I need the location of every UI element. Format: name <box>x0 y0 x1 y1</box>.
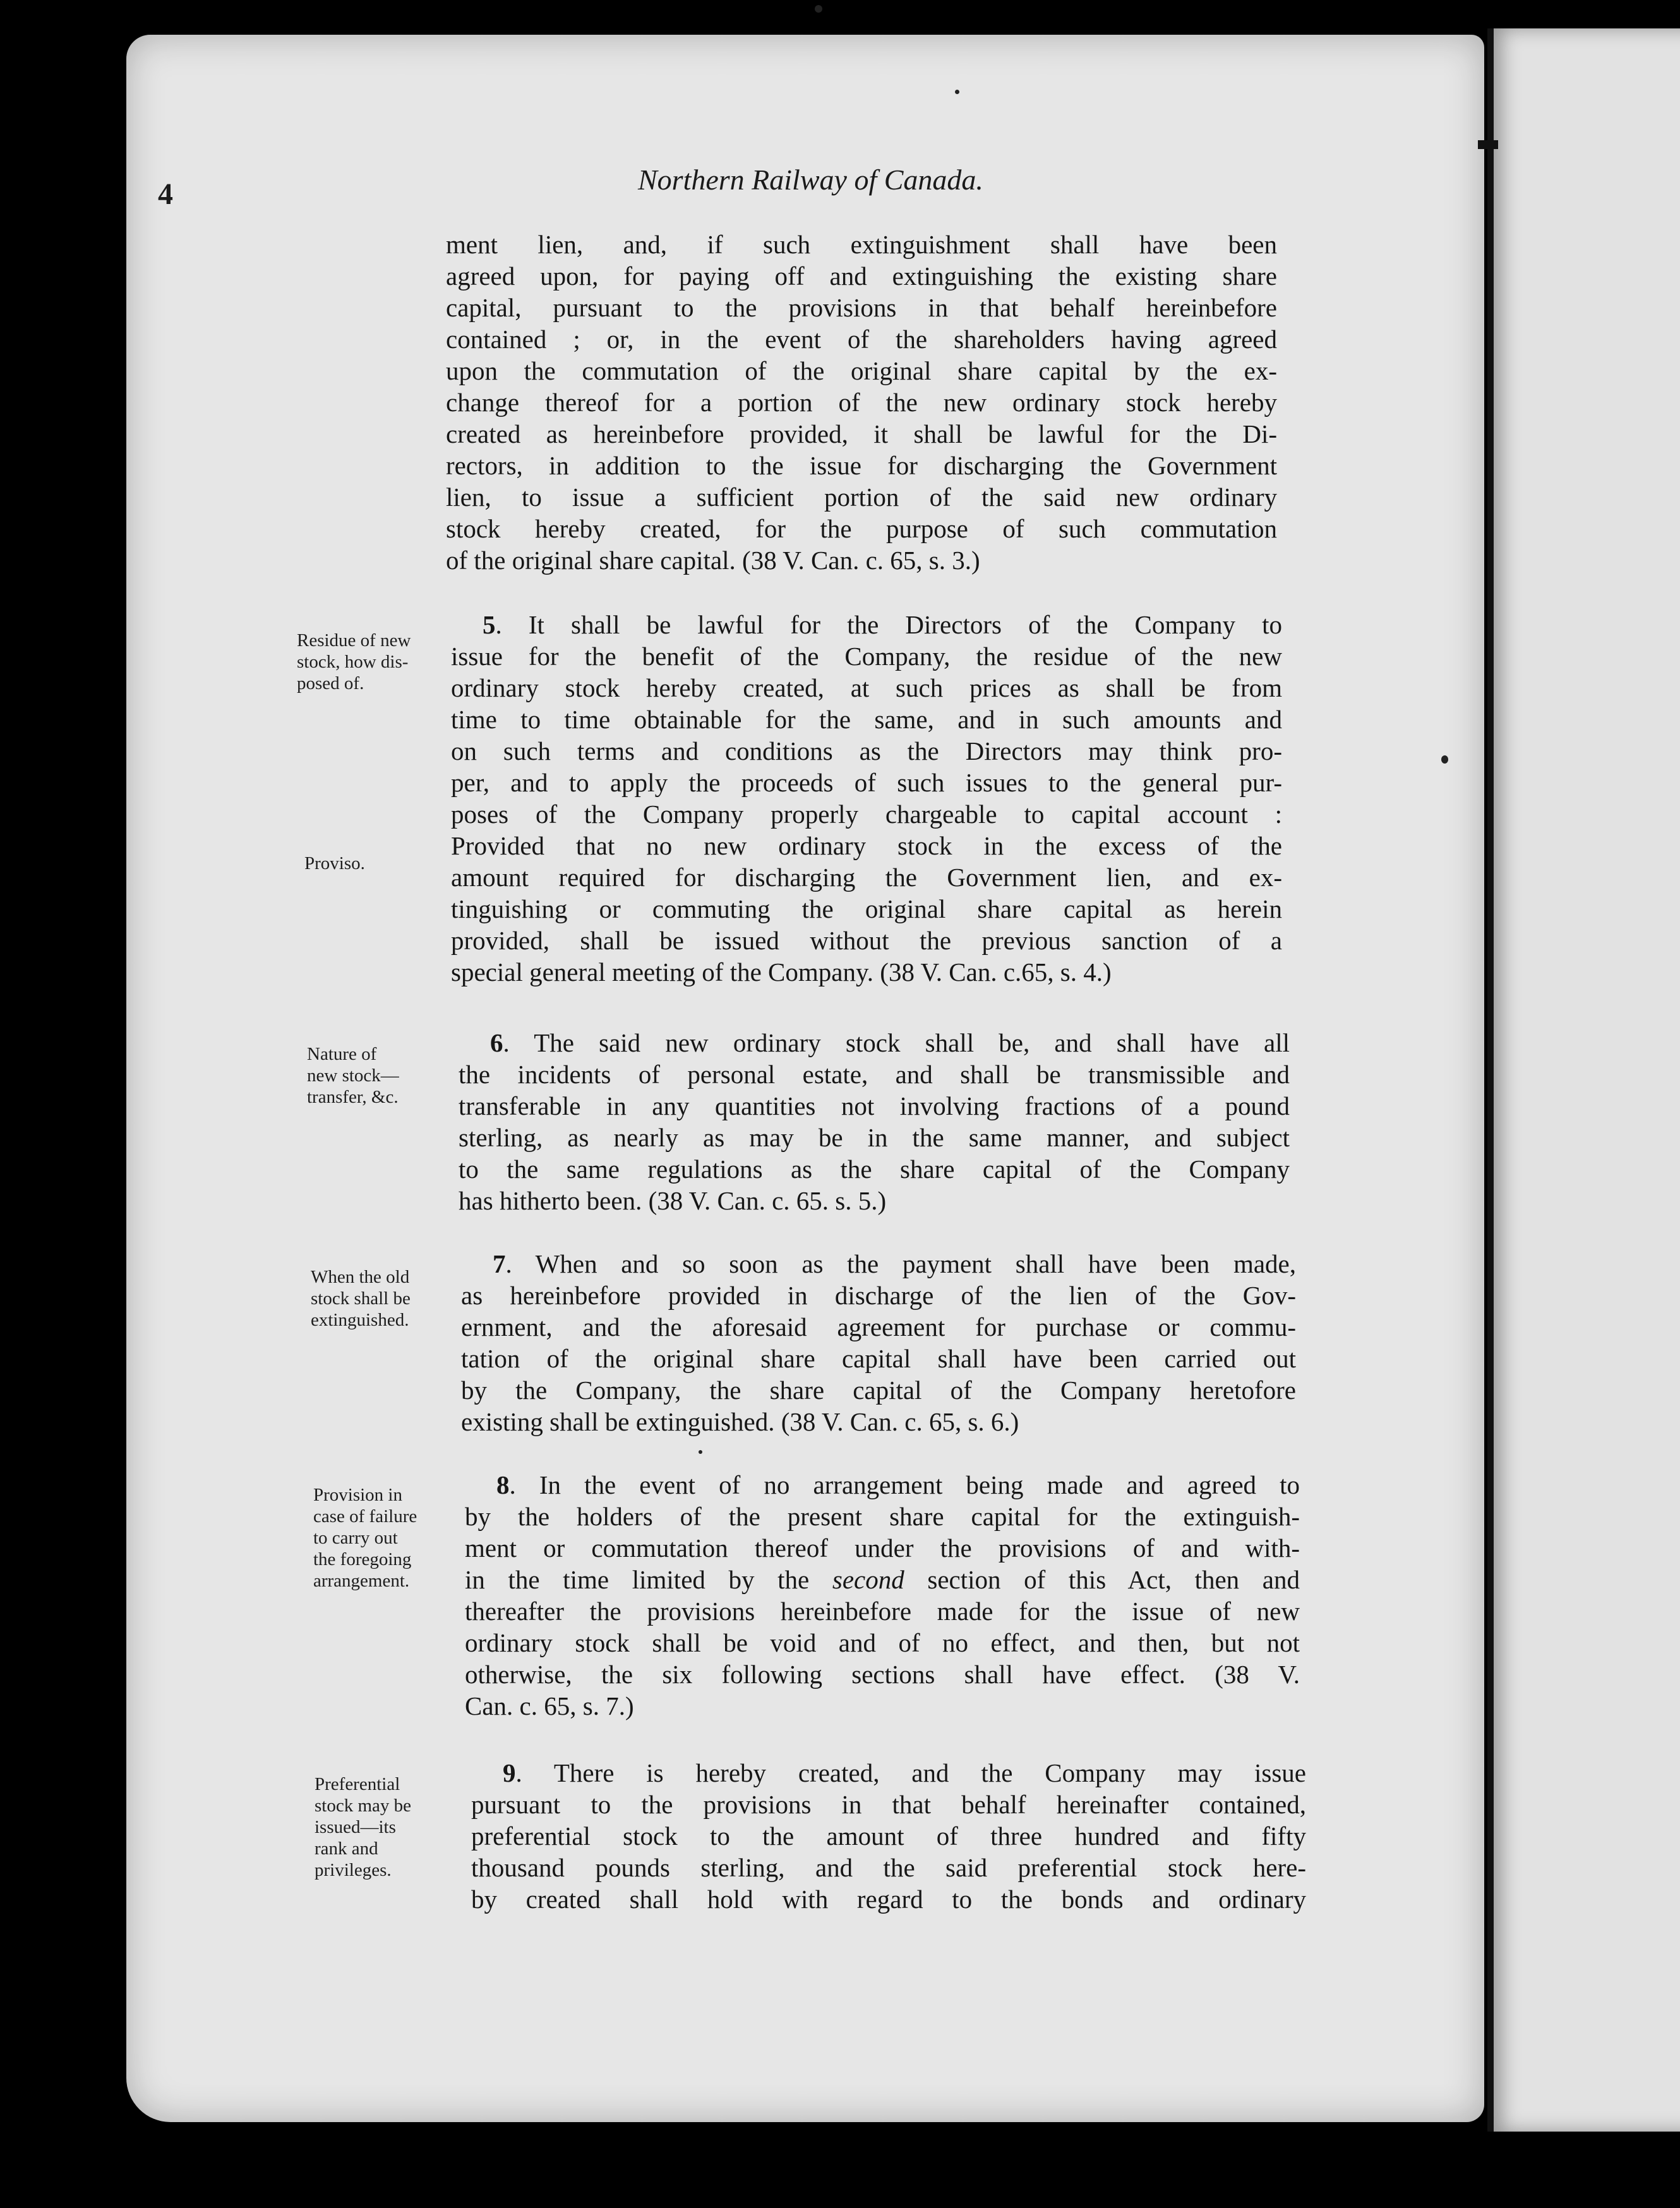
ink-speck <box>699 1450 702 1454</box>
margin-note-line: stock, how dis- <box>297 652 409 672</box>
margin-note-line: rank and <box>315 1839 378 1859</box>
margin-note-line: Preferential <box>315 1774 400 1794</box>
section-9 <box>471 1757 1306 1915</box>
text-line: on such terms and conditions as the Directors may think pro- <box>451 736 1282 765</box>
margin-note-line: Provision in <box>313 1485 402 1505</box>
text-line: of the original share capital. (38 V. Can. c. 65, s. 3.) <box>446 546 980 575</box>
text-line: agreed upon, for paying off and extinguishing the existing share <box>446 261 1277 291</box>
margin-note-line: posed of. <box>297 673 364 693</box>
text-line: time to time obtainable for the same, and in such amounts and <box>451 705 1282 734</box>
text-line: ment or commutation thereof under the provisions of and with- <box>465 1533 1300 1563</box>
section-number: 5 <box>483 610 496 639</box>
text-line: otherwise, the six following sections shall have effect. (38 V. <box>465 1660 1300 1689</box>
text-line: preferential stock to the amount of three hundred and fifty <box>471 1821 1306 1851</box>
margin-note-line: extinguished. <box>311 1310 409 1330</box>
binding-mark <box>1478 140 1498 149</box>
text-line: per, and to apply the proceeds of such issues to the general pur- <box>451 768 1282 797</box>
text-line: special general meeting of the Company. (38 V. Can. c.65, s. 4.) <box>451 957 1112 987</box>
margin-note-line: privileges. <box>315 1860 392 1880</box>
margin-note-line: Proviso. <box>304 853 365 873</box>
margin-note-line: case of failure <box>313 1506 417 1527</box>
margin-note-line: arrangement. <box>313 1571 410 1591</box>
text-line: transferable in any quantities not involving fractions of a pound <box>459 1091 1290 1120</box>
text-line: provided, shall be issued without the previous sanction of a <box>451 926 1282 955</box>
page-number: 4 <box>158 177 173 211</box>
text-line: lien, to issue a sufficient portion of the said new ordinary <box>446 483 1277 512</box>
text-line: thereafter the provisions hereinbefore made for the issue of new <box>465 1597 1300 1626</box>
text-fragment: . It shall be lawful for the Directors of the Company to <box>495 610 1282 639</box>
margin-note-line: Residue of new <box>297 630 411 651</box>
margin-note-line: stock may be <box>315 1796 412 1816</box>
margin-note-nature <box>307 1043 459 1108</box>
section-number: 8 <box>496 1470 510 1499</box>
text-line: contained ; or, in the event of the shareholders having agreed <box>446 325 1277 354</box>
margin-note-preferential <box>315 1773 466 1881</box>
text-line: existing shall be extinguished. (38 V. Can. c. 65, s. 6.) <box>461 1407 1019 1436</box>
text-line: pursuant to the provisions in that behalf hereinafter contained, <box>471 1790 1306 1819</box>
section-number: 6 <box>490 1028 503 1057</box>
paragraph-continuation <box>446 229 1277 576</box>
section-number: 9 <box>503 1758 516 1787</box>
section-8 <box>465 1469 1300 1722</box>
text-fragment: section of this Act, then and <box>904 1565 1300 1594</box>
section-6 <box>459 1027 1290 1216</box>
text-line: tinguishing or commuting the original share capital as herein <box>451 894 1282 923</box>
text-line: by the Company, the share capital of the Company heretofore <box>461 1376 1296 1405</box>
section-number: 7 <box>493 1249 506 1278</box>
text-line: issue for the benefit of the Company, the residue of the new <box>451 642 1282 671</box>
text-line: the incidents of personal estate, and shall be transmissible and <box>459 1060 1290 1089</box>
margin-note-when-extinguished <box>311 1266 462 1331</box>
margin-note-line: new stock— <box>307 1065 399 1086</box>
text-line: ernment, and the aforesaid agreement for purchase or commu- <box>461 1312 1296 1341</box>
margin-note-line: the foregoing <box>313 1549 412 1569</box>
section-5 <box>451 609 1282 988</box>
text-fragment: . In the event of no arrangement being made and agreed to <box>509 1470 1300 1499</box>
text-line <box>465 1469 1300 1501</box>
text-line <box>461 1248 1296 1280</box>
running-head-title: Northern Railway of Canada. <box>638 164 983 196</box>
text-fragment: in the time limited by the <box>465 1565 832 1594</box>
text-line: sterling, as nearly as may be in the same manner, and subject <box>459 1123 1290 1152</box>
text-line: Can. c. 65, s. 7.) <box>465 1691 634 1720</box>
margin-note-failure-provision <box>313 1484 465 1592</box>
facing-page-edge <box>1487 28 1680 2132</box>
ink-speck <box>815 5 822 13</box>
text-line: by created shall hold with regard to the bonds and ordinary <box>471 1885 1306 1914</box>
text-fragment: . There is hereby created, and the Company may issue <box>515 1758 1306 1787</box>
text-line: ordinary stock hereby created, at such prices as shall be from <box>451 673 1282 702</box>
text-fragment: . When and so soon as the payment shall have been made, <box>505 1249 1296 1278</box>
margin-note-line: transfer, &c. <box>307 1087 399 1107</box>
text-line: to the same regulations as the share capital of the Company <box>459 1155 1290 1184</box>
margin-note-line: Nature of <box>307 1044 377 1064</box>
text-line: upon the commutation of the original share capital by the ex- <box>446 356 1277 385</box>
text-line: poses of the Company properly chargeable to capital account : <box>451 800 1282 829</box>
text-line: created as hereinbefore provided, it shall be lawful for the Di- <box>446 419 1277 448</box>
text-line: capital, pursuant to the provisions in that behalf hereinbefore <box>446 293 1277 322</box>
text-fragment: . The said new ordinary stock shall be, and shall have all <box>503 1028 1290 1057</box>
italic-word: second <box>832 1565 904 1594</box>
text-line: change thereof for a portion of the new ordinary stock hereby <box>446 388 1277 417</box>
text-line: ment lien, and, if such extinguishment shall have been <box>446 230 1277 259</box>
margin-note-residue <box>297 630 448 694</box>
text-line: Provided that no new ordinary stock in the excess of the <box>451 831 1282 860</box>
text-line: thousand pounds sterling, and the said preferential stock here- <box>471 1853 1306 1882</box>
text-line: stock hereby created, for the purpose of such commutation <box>446 514 1277 543</box>
section-7 <box>461 1248 1296 1437</box>
margin-note-line: stock shall be <box>311 1288 411 1309</box>
margin-note-proviso <box>304 853 456 874</box>
text-line: rectors, in addition to the issue for discharging the Government <box>446 451 1277 480</box>
ink-speck <box>955 90 959 94</box>
margin-note-line: issued—its <box>315 1817 396 1837</box>
text-line: by the holders of the present share capital for the extinguish- <box>465 1502 1300 1531</box>
text-line: amount required for discharging the Government lien, and ex- <box>451 863 1282 892</box>
margin-note-line: When the old <box>311 1267 410 1287</box>
text-line <box>459 1027 1290 1059</box>
text-line <box>465 1564 1300 1595</box>
text-line: as hereinbefore provided in discharge of the lien of the Gov- <box>461 1281 1296 1310</box>
ink-speck <box>1441 755 1448 764</box>
text-line: has hitherto been. (38 V. Can. c. 65. s. 5.) <box>459 1186 887 1215</box>
text-line: tation of the original share capital shall have been carried out <box>461 1344 1296 1373</box>
text-line <box>471 1757 1306 1789</box>
text-line: ordinary stock shall be void and of no effect, and then, but not <box>465 1628 1300 1657</box>
margin-note-line: to carry out <box>313 1528 398 1548</box>
text-line <box>451 609 1282 640</box>
